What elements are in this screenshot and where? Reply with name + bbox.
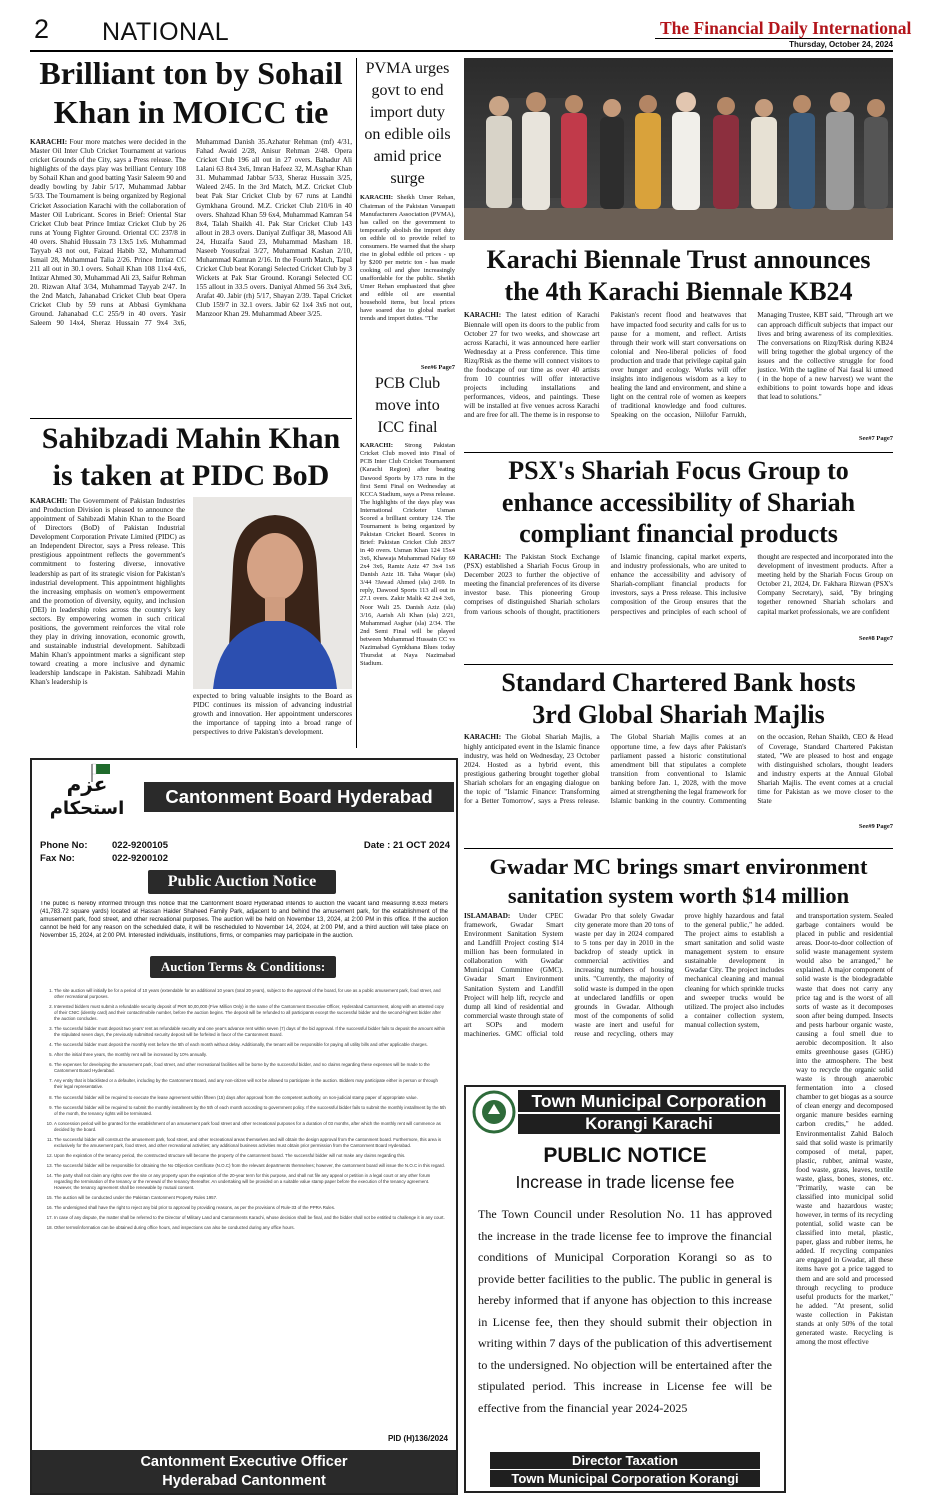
psx-headline-line-2: enhance accessibility of Shariah [501,487,856,517]
pvma-headline: PVMA urges govt to end import duty on edible oils amid price surge [364,60,451,188]
gwadar-body-right [796,912,893,1487]
kb24-headline-line-1: Karachi Biennale Trust announces [486,245,871,274]
moicc-text: Four more matches were decided in the Master Oil Inter Club Cricket Tournament at various cricket Grounds of the City, says a Press release. The highlights of the days play was brilliant Century 108 by Sohail Khan and good batting Yasir Saleem 90 and deadly bowling by Jabir 5/17, Muhammad Jabbar 5/33. The Tournament is being organized by Regional Cricket Association Karachi with the collaboration of Master Oil Lubricant. Scores in Brief: Oriental Star Cricket Club beat Prince Imtiaz Cricket Club by 26 runs at Young Fighter Ground. Oriental CC 237/8 in 40 overs. Shahid Hussain 73 13x5 1x6. Muhammad Tayyab 43 not out, Faizad Habib 32, Muhammad Ismail 28, Muhammad Talia 2/26. Prince Imtiaz CC 211 all out in 30.1 overs. Sohail Khan 108 11x4 4x6, Intizar Ahmed 30, Muhammad Ali 23, Saifur Rehman 20. Rizwan Altaf 3/34, Muhammad Tayyab 2/47. In the 2nd Match, Jahanabad Cricket Club beat Opera Cricket Club by 59 runs at Abbasi Gymkhana Ground. Jahanabad C.C 255/9 in 40 overs. Yasir Saleem 90 14x4, Sheraz Hussain 77 9x4 3x6, Muhammad Danish 35.Azhatur Rehman (mf) 4/31, Fahad Awaid 2/28, Anisur Rehman 2/48. Opera Cricket Club 196 all out in 27 overs. Bahadur Ali Lalani 63 8x4 3x6, Imran Hafeez 32, M.Asghar Khan 31. Muhammad Jabbar 5/33, Sheraz Hussain 3/25, Waleed 2/45. In the 3rd Match, M.Z. Cricket Club beat Pak Star Cricket Club by 67 runs at Landhi Gymkhana Ground. M.Z. Cricket Club 210/6 in 40 overs. Shahzad Khan 59 6x4, Muhammad Kamran 54 8x4, Talah Shaikh 41. Pak Star Cricket Club 143 allout in 28.3 overs. Daniyal Zulfiqar 38, Masood Ali 24, Huzaifa Saud 23, Muhammad Masham 18. Naseeb Yousufzai 3/27, Muhammad Kashan 2/10, Muhammad Kamran 2/16. In the Fourth Match, Tapal Cricket Club beat Korangi Selected Cricket Club by 3 Wickets at Pak Star Ground. Korangi Selected CC 155 allout in 33.5 overs. Daniyal Ahmed 56 3x4 3x6, Arafat 40. Jabir (rh) 5/17, Shayan 2/39. Tapal Cricket Club 159/7 in 32.1 overs. Jabir 62 1x4 3x6 not out, Manzoor Khan 29. Muhammad Abeer 3/25. [30,138,352,328]
gwadar-dateline: ISLAMABAD: [464,912,511,920]
kb24-body [464,311,893,435]
gwadar-text-b: and transportation system. Sealed garbage containers would be placed in public and residential areas. Door-to-door collection of solid waste management system would also be arranged," he explained. A major component of solid waste is the biodegradable waste that does not carry any price tag and is the worst of all sorts of waste as it decomposes soon after being dumped. Insects and pests harbour organic waste, causing a foul smell due to aerobic decomposition. It also emits greenhouse gases (GHG) into the atmosphere. The best way to recycle the organic solid waste is through anaerobic fermentation into a closed chamber to get biogas as a source of clean energy and decomposed organic manure besides earning carbon credits," he added. Environmentalist Zahid Baloch said that solid waste is primarily composed of metal, paper, plastic, rubber, animal waste, food waste, grass, leaves, textile waste, glass, bones, stones, etc. "Primarily, waste can be classified into municipal solid waste and hazardous waste; however, in terms of its recycling potential, solid waste can be classified into metal, plastic, paper, glass and rubber items, he added. If recycling companies are engaged in Gwadar, all these items have got a price tagged to them and are sold and processed through recycling to produce useful products for the market," he added. "At present, solid waste collection in Pakistan stands at only 50% of the total generated waste. Recycling is among the most effective [796,912,893,1346]
kb24-text: The latest edition of Karachi Biennale will open its doors to the public from October 27 for two weeks, and showcase art across Karachi, it was announced here earlier Wednesday at a Press conference. This time Rizq/Risk as the theme will connect visitors to the foodscape of our time as over 40 artists from 10 countries will offer interactive projects including installations and performances, videos, and paintings. These will be installed at five venues across Karachi and are free for all. The theme is in response to Pakistan's recent flood and heatwaves that have impacted food security and calls for us to pause for a moment, and reflect. Artists through their work will start conversations on colonial and Neo-liberal policies of food production and trade that privilege capital gain over hunger and ecology. Works will offer insights into indigenous wisdom as a key to healing the land and environment, and shine a light on the central role of women as keepers of traditional knowledge and food cultures. Speaking on the occasion, Niilofur Farrukh, Managing Trustee, KBT said, "Through art we can approach difficult subjects that impact our lives and bring awareness of its complexities. The conversations on Rizq/Risk during KB24 will bring together the global urgency of the issues and the collective struggle for food justice. With the tagline of Nai fasal ki umeed ( in the hope of a new harvest) we want the exhibitions to point towards hope and ideas that lead to solutions." [464,311,893,420]
auction-term-item: 1. The site auction will initially be for a period of 10 years (extendable for an additional 10 years (total 20 years), subject to the approval of the board, for use as a public amusement park, food street, and other recreational purposes. [54,988,446,1000]
scb-continued: See#9 Page7 [858,823,893,831]
moicc-headline-line-2: Khan in MOICC tie [53,94,329,131]
page-number: 2 [34,14,50,44]
auction-term-item: 14. The party shall not claim any rights over the site or any property upon the expiration of the 20-year term for this purpose, and shall not file any appeal or petition in a legal court or any other forum regarding the termination of the tenancy or the renewal of the tenancy thereafter. An undertaking will be provided on a suitable value stamp paper before the execution of the tenancy agreement. However, the tenancy agreement shall be renewable by mutual consent. [54,1173,446,1191]
pidc-body-right [193,692,352,752]
masthead-rule [655,38,893,39]
cantonment-footer [32,1450,456,1493]
moicc-body [30,138,352,351]
auction-term-item: 7. Any entity that is blacklisted or a defaulter, including by the Cantonment Board, and any non-citizen will not be allowed to participate in the auction. Bidders may participate either in person or through their legal representative. [54,1078,446,1090]
mahin-khan-portrait [193,497,352,689]
tmc-korangi-logo-icon [472,1090,516,1134]
fax-row [40,853,168,864]
pidc-headline-line-2: is taken at PIDC BoD [52,458,330,492]
gwadar-text-a: Under CPEC framework, Gwadar Smart Environment Sanitation System and Landfill Project costing $14 million has been formulated in collaboration with Gwadar Municipal Committee (GMC). Gwadar Smart Environment Sanitation System and Landfill Project will help lift, recycle and dump all kind of residential and commercial waste through state of art SOPs and modern machineries. GMC official told Gwadar Pro that solely Gwadar city generate more than 20 tons of waste per day in 2024 compared to 5 tons per day in 2010 in the backdrop of steady uptick in commercial activities and increasing numbers of housing units. "Currently, the majority of solid waste is dumped in the open at undeclared landfills or open grounds in Gwadar. Although most of the components of solid waste are inert and useful for reuse and recycling, others may prove highly hazardous and fatal to the general public," he added. The project aims to establish a smart sanitation and solid waste management system to ensure sustainable development in Gwadar City. The project includes mechanical cleaning and manual cleaning for which sprinkle trucks and sweeper trucks would be utilized. The project also includes a container collection system, manual collection system, [464,912,784,1038]
pid-number: PID (H)136/2024 [387,1434,448,1443]
pvma-text: Sheikh Umer Rehan, Chairman of the Pakistan Vanaspati Manufacturers Association (PVMA), has called on the government to temporarily abolish the import duty on edible oil to provide relief to consumers. He warned that the sharp rise in global edible oil prices - up by $200 per metric ton - has made cooking oil and ghee increasingly unaffordable for the public. Sheikh Umer Rehan emphasized that ghee and edible oil are essential household items, but local prices have soared due to global market trends and import duties. "The [360,194,455,323]
auction-term-item: 6. The expenses for developing the amusement park, food street, and other recreational facilities will be borne by the successful bidder, and no claims regarding these expenses will be made to the Cantonment Board Hyderabad. [54,1062,446,1074]
gwadar-body-top [464,912,784,1084]
korangi-notice-text: The Town Council under Resolution No. 11 has approved the increase in the trade license fee to improve the financial conditions of Municipal Corporation Korangi so as to provide better facilities to the public. The public in general is hereby informed that if anyone has objection to this increase in License fee, then they should submit their objection in writing within 7 days of the publication of this advertisement to the undersigned. No objection will be entertained after the stipulated period. This increase in License fee will be effective from the financial year 2024-2025 [478,1207,772,1415]
auction-term-item: 18. Other terms/information can be obtained during office hours, and inspections can also be conducted during any office hours. [54,1225,446,1231]
fax-label: Fax No: [40,853,75,864]
scb-body [464,733,893,823]
auction-term-item: 17. In case of any dispute, the matter shall be referred to the Director of Military Land and Cantonments Karachi, whose decision shall be final, and the bidder shall not be entitled to challenge it in any court. [54,1215,446,1221]
korangi-footer-line-2: Town Municipal Corporation Korangi [490,1470,760,1487]
pidc-text-2: expected to bring valuable insights to the Board as PIDC continues its mission of advancing industrial growth and innovation. Her appointment underscores the importance of tapping into a broad range of perspectives to drive Pakistan's development. [193,692,352,737]
psx-headline-line-3: compliant financial products [519,519,838,549]
scb-dateline: KARACHI: [464,733,502,742]
cantonment-footer-line-2: Hyderabad Cantonment [162,1473,326,1489]
kb24-article [464,244,893,442]
auction-term-item: 15. The auction will be conducted under the Pakistan Cantonment Property Rules 1957. [54,1195,446,1201]
scb-headline-line-1: Standard Chartered Bank hosts [501,668,856,697]
auction-intro: The public is hereby informed through this notice that the Cantonment Board Hyderabad intends to auction the vacant land measuring 8.633 meters (41,783.72 square yards) located at Hassan Haider Shaheed Family Park, adjacent to and behind the amusement park, for the establishment of the amusement park, food street, and other recreational purposes. The auction will be held on November 13, 2024, at 2:00 PM in this office. If the auction cannot be held for any reason on the scheduled date, it will be rescheduled to November 14, 2024, at 2:00 PM, and a third auction will take place on November 15, 2024, at 2:00 PM. Interested individuals, institutions, firms, or companies may participate in the auction. [40,901,448,939]
pvma-dateline: KARACHI: [360,194,394,202]
gwadar-headline-line-2: sanitation system worth $14 million [507,883,850,909]
psx-body [464,553,893,635]
terms-title: Auction Terms & Conditions: [150,956,336,978]
auction-term-item: 12. Upon the expiration of the tenancy period, the constructed structure will become the property of the cantonment board. The successful bidder will not make any claims regarding this. [54,1153,446,1159]
pcb-body [360,442,455,737]
logo-urdu-line-2: استحکام [49,798,125,819]
cantonment-header [32,760,456,830]
kb24-dateline: KARACHI: [464,311,502,320]
biennale-group-photo [464,58,893,240]
pidc-body-left [30,497,185,751]
scb-article [464,667,893,830]
psx-text: The Pakistan Stock Exchange (PSX) established a Shariah Focus Group in December 2023 to further the objective of meeting the financial preferences of its diverse investor base. This pioneering Group comprises of distinguished Shariah scholars from various schools of thought, practitioners of Islamic financing, capital market experts, and industry professionals, who are united to enhance the accessibility and advisory of Shariah-compliant financial products for investors, says a Press release. This inclusive composition of the Group ensures that the perspectives and principles of each school of thought are respected and incorporated into the development of investment products. After a meeting held by the Shariah Focus Group on October 21, 2024, Dr. Fakhara Rizwan (PSX's Company Secretary), said, "By bringing together renowned Shariah scholars and capital market professionals, we are confident [464,553,893,616]
moicc-article [30,54,352,358]
paper-name: The Financial Daily International [660,18,912,38]
phone-label: Phone No: [40,840,88,851]
issue-date: Thursday, October 24, 2024 [789,40,893,49]
korangi-header [466,1087,784,1137]
pvma-article [360,58,455,371]
column-rule [356,58,357,748]
pidc-text-1: The Government of Pakistan Industries and Production Division is pleased to announce the appointment of Sahibzadi Mahin Khan to the Board of Directors (BoD) of Pakistan Industrial Development Corporation Private Limited (PIDC) as an Independent Director, says a Press release. This prestigious appointment reflects the government's commitment to fostering diverse, innovative leadership as part of its strategic vision for Pakistan's industrial development. This appointment highlights the increasing emphasis on women's empowerment and the promotion of diversity, equity, and inclusion (DEI) in leadership roles across the country's key sectors. By empowering women in such critical positions, the government reinforces the vital role they play in driving innovation, economic growth, and sustainable industrial development. Sahibzadi Mahin Khan's appointment marks a significant step toward creating a more inclusive and dynamic leadership landscape in Pakistan. Sahibzadi Mahin Khan's leadership is [30,497,185,687]
logo-urdu-line-1: عزم [66,772,108,796]
psx-article [464,455,893,642]
portrait-graphic [193,497,352,689]
pidc-article [30,421,352,751]
gwadar-headline-line-1: Gwadar MC brings smart environment [489,854,868,879]
pcb-headline: PCB Club move into ICC final [374,375,441,436]
auction-notice-title: Public Auction Notice [148,870,336,894]
kb24-headline-line-2: the 4th Karachi Biennale KB24 [504,276,853,306]
scb-headline-line-2: 3rd Global Shariah Majlis [532,699,825,729]
pcb-dateline: KARACHI: [360,442,394,450]
cantonment-auction-ad [30,758,458,1495]
section-rule [464,848,893,849]
moicc-dateline: KARACHI: [30,138,68,147]
pvma-continued: See#6 Page7 [420,364,455,372]
auction-term-item: 8. The successful bidder will be required to execute the lease agreement within fifteen (15) days after approval from the competent authority, on non-judicial stamp paper of appropriate value. [54,1095,446,1101]
kb24-continued: See#7 Page7 [858,435,893,443]
section-rule [464,452,893,453]
korangi-title-line-2: Korangi Karachi [518,1114,780,1134]
auction-term-item: 13. The successful bidder will be responsible for obtaining the No Objection Certificate (N.O.C) from the relevant departments themselves; however, the cantonment board will issue the N.O.C in this regard. [54,1163,446,1169]
psx-headline-line-1: PSX's Shariah Focus Group to [508,456,849,485]
notice-date: Date : 21 OCT 2024 [363,840,450,851]
section-label: NATIONAL [102,18,230,46]
auction-term-item: 16. The undersigned shall have the right to reject any bid prior to approval by providing reasons, as per the provisions of Rule-33 of the PPRA Rules. [54,1205,446,1211]
phone-row [40,840,168,851]
phone-number: 022-9200105 [112,840,168,851]
korangi-title-line-1: Town Municipal Corporation [518,1090,780,1112]
masthead-divider [30,50,893,52]
auction-term-item: 4. The successful bidder must deposit the monthly rent before the 5th of each month without delay. Additionally, the tenant will be responsible for paying all utility bills and other applicable charges. [54,1042,446,1048]
korangi-notice-title: PUBLIC NOTICE [543,1144,707,1167]
cantonment-footer-line-1: Cantonment Executive Officer [140,1454,348,1470]
pidc-dateline: KARACHI: [30,497,68,505]
scb-text: The Global Shariah Majlis, a highly anticipated event in the Islamic finance industry, was held on Wednesday, 23 October 2024. Hosted as a hybrid event, this prestigious gathering brought together global Shariah scholars for an engaging dialogue on the topic of "Islamic Finance: Transforming for a Better Tomorrow', says a Press release. The Global Shariah Majlis comes at an opportune time, a few days after Pakistan's parliament passed a historic constitutional amendment bill that stipulates a complete transition from conventional to Islamic banking before Jan. 1, 2028, with the move aimed at strengthening the legal framework for Islamic banking in the country. Commenting on the occasion, Rehan Shaikh, CEO & Head of Coverage, Standard Chartered Pakistan stated, "We are pleased to host and engage with distinguished scholars, thought leaders and industry experts at the Annual Global Shariah Majlis. The event comes at a crucial time for Pakistan as we move closer to the State [464,733,893,805]
moicc-headline-line-1: Brilliant ton by Sohail [39,55,343,91]
auction-term-item: 10. A concession period will be granted for the establishment of an amusement park food street and other recreational purposes for a duration of 03 months, after which the monthly rent will commence as decided by the board. [54,1121,446,1133]
cantonment-title: Cantonment Board Hyderabad [144,782,454,812]
pidc-headline-line-1: Sahibzadi Mahin Khan [41,422,341,455]
biennale-photo-graphic [464,58,893,240]
pcb-article [360,373,455,737]
korangi-footer-line-1: Director Taxation [490,1452,760,1469]
korangi-public-notice-ad [464,1085,786,1493]
auction-term-item: 11. The successful bidder will construct the amusement park, food street, and other recreational areas themselves and will obtain the design approval from the cantonment board. Furthermore, this area is exclusively for the amusement park, food street, and other recreational activities; any additional business activities must obtain prior permission from the Cantonment Board Hyderabad. [54,1137,446,1149]
section-rule [464,664,893,665]
auction-term-item: 2. Interested bidders must submit a refundable security deposit of PKR 50,00,000 (Five Million Only) in the name of the Cantonment Executive Officer, Hyderabad Cantonment, along with an attested copy of their CNIC (identity card) and their contact/mobile number, before the auction begins. The deposit will be refunded to all participants except the successful bidder and the second-highest bidder after the auction concludes. [54,1004,446,1022]
korangi-subtitle: Increase in trade license fee [515,1172,735,1192]
section-rule [30,418,352,419]
auction-term-item: 9. The successful bidder will be required to submit the monthly installment by the 5th of each month according to government policy. If the successful bidder fails to submit the monthly installment by the 5th of the month, the tenancy rights will be terminated. [54,1105,446,1117]
pvma-body [360,194,455,364]
auction-term-item: 5. After the initial three years, the monthly rent will be increased by 10% annually. [54,1052,446,1058]
psx-dateline: KARACHI: [464,553,502,562]
fax-number: 022-9200102 [112,853,168,864]
auction-term-item: 3. The successful bidder must deposit two years' rent as refundable security and one year's advance rent within seven (7) days of the bid approval. If the successful bidder fails to deposit the amount within the stipulated seven days, the previously submitted security deposit will be forfeited in favor of the Cantonment Board. [54,1026,446,1038]
pcb-text: Strong Pakistan Cricket Club moved into Final of PCB Inter Club Cricket Tournament (Karachi Region) after beating Dawood Sports by 173 runs in the first Semi Final on Wednesday at KCCA Stadium, says a Press release. The highlights of the days play was International Cricketer Usman Scored a brilliant century 124. The Tournament is being organized by Pakistan Cricket Board. Scores in Brief: Pakistan Cricket Club 283/7 in 40 overs. Usman Khan 124 15x4 3x6, Khawaja Muhammad Nafay 69 2x4 3x6, Ramiz Aziz 47 3x4 1x6 Danish Aziz 18. Taha Waqar (sla) 3/44 ?Jawad Ahmed (sla) 2/69. In reply, Dawood Sports 113 all out in 27.1 overs. Zakir Malik 42 2x4 3x6, Noor Wali 25. Danish Aziz (sla) 3/16, Aarish Ali Khan (sla) 2/21, Muhammad Asghar (sla) 2/34. The 2nd Semi Final will be played between Muhammad Hussain CC vs Nazimabad Gymkhana Blues today Thursdat at Naya Nazimabad Stadium. [360,442,455,667]
auction-terms-list [40,988,446,1424]
psx-continued: See#8 Page7 [858,635,893,643]
